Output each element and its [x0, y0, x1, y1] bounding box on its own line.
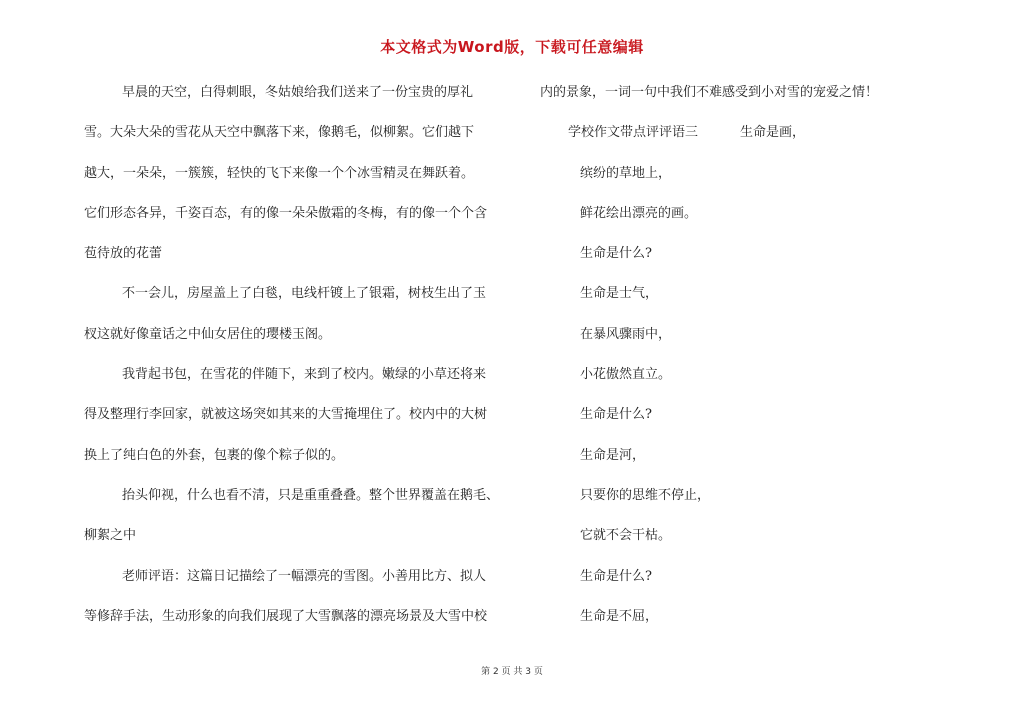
poem-line: 生命是什么? [580, 246, 652, 262]
poem-line: 生命是什么? [580, 568, 652, 584]
paragraph-line: 不一会儿，房屋盖上了白毯，电线杆镀上了银霜，树枝生出了玉 [122, 286, 487, 302]
poem-line: 小花傲然直立。 [580, 367, 672, 383]
poem-line: 鲜花绘出漂亮的画。 [580, 205, 698, 221]
poem-line: 生命是河， [580, 447, 646, 463]
right-column [532, 79, 952, 643]
poem-line: 只要你的思维不停止， [580, 487, 711, 503]
poem-line: 生命是士气， [580, 286, 659, 302]
paragraph-line: 柳絮之中 [84, 528, 137, 544]
paragraph-line: 抬头仰视，什么也看不清，只是重重叠叠。整个世界覆盖在鹅毛、 [122, 487, 500, 503]
paragraph-line: 它们形态各异，千姿百态，有的像一朵朵傲霜的冬梅，有的像一个个含 [84, 205, 488, 221]
paragraph-line: 雪。大朵大朵的雪花从天空中飘落下来，像鹅毛，似柳絮。它们越下 [84, 125, 475, 141]
paragraph-line: 换上了纯白色的外套，包裹的像个粽子似的。 [84, 447, 345, 463]
poem-line: 缤纷的草地上， [580, 165, 672, 181]
paragraph-line: 得及整理行李回家，就被这场突如其来的大雪掩埋住了。校内中的大树 [84, 407, 488, 423]
teacher-comment-continuation: 内的景象，一词一句中我们不难感受到小对雪的宠爱之情！ [540, 85, 879, 100]
essay-heading: 学校作文带点评评语三 [568, 125, 699, 141]
document-banner: 本文格式为Word版，下载可任意编辑 [380, 38, 644, 56]
page-number: 第 2 页 共 3 页 [481, 667, 543, 677]
poem-first-line: 生命是画， [740, 125, 806, 141]
teacher-comment-line: 老师评语：这篇日记描绘了一幅漂亮的雪图。小善用比方、拟人 [122, 568, 487, 584]
poem-line: 在暴风骤雨中， [580, 326, 672, 342]
paragraph-line: 苞待放的花蕾 [84, 246, 163, 262]
paragraph-line: 杈这就好像童话之中仙女居住的璎楼玉阁。 [84, 326, 332, 342]
essay-heading-row [532, 119, 952, 159]
poem-line: 生命是不屈， [580, 608, 659, 624]
poem-line: 生命是什么? [580, 407, 652, 423]
teacher-comment-line: 等修辞手法，生动形象的向我们展现了大雪飘落的漂亮场景及大雪中校 [84, 608, 488, 624]
paragraph-line: 越大，一朵朵，一簇簇，轻快的飞下来像一个个冰雪精灵在舞跃着。 [84, 165, 475, 181]
left-column [84, 79, 504, 643]
paragraph-line: 早晨的天空，白得刺眼，冬姑娘给我们送来了一份宝贵的厚礼 [122, 85, 474, 100]
paragraph-line: 我背起书包，在雪花的伴随下，来到了校内。嫩绿的小草还将来 [122, 367, 487, 383]
poem-line: 它就不会干枯。 [580, 528, 672, 544]
